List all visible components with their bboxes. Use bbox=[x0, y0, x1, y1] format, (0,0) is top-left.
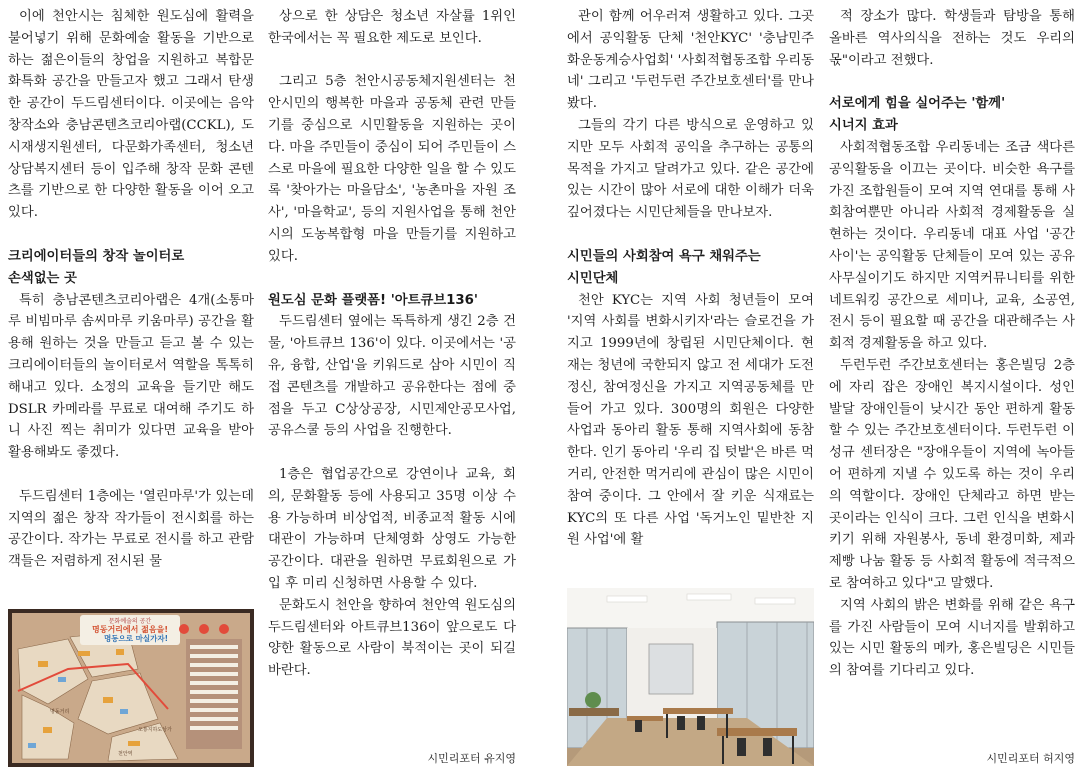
paragraph: 적 장소가 많다. 학생들과 탐방을 통해 올바른 역사의식을 전하는 것도 우리의 몫"이라고 전했다. bbox=[829, 9, 1075, 68]
map-sign-line2: 명동거리에서 젊음을! bbox=[92, 625, 168, 634]
paragraph: 상으로 한 상담은 청소년 자살률 1위인 한국에서는 꼭 필요한 제도로 보인다. bbox=[268, 9, 516, 46]
paragraph: 천안 KYC는 지역 사회 청년들이 모여 '지역 사회를 변화시키자'라는 슬로건을 가지고 1999년에 창립된 시민단체이다. 현재는 청년에 국한되지 않고 전 세대가 도전정신, 참여정신을 가지고 지역공동체를 만들어 가고 있다. 300명의 회원은 다양한 사업과 동아리 활동 통해 지역사회에 동참한다. 인기 동아리 '우리 집 텃밭'은 바른 먹거리, 안전한 먹거리에 관심이 많은 시민이 참여 중이다. 그 안에서 잘 키운 식재료는 KYC의 또 다른 사업 '독거노인 밑반찬 지원 사업'에 활 bbox=[567, 292, 814, 548]
map-sign-line3: 명동으로 마실가자! bbox=[104, 634, 168, 643]
paragraph: 특히 충남콘텐츠코리아랩은 4개(소통마루 비빔마루 솜씨마루 키움마루) 공간을 활용해 원하는 것을 만들고 듣고 볼 수 있는 크리에이터들의 놀이터로서 역할을 톡톡히 해내고 있다. 소정의 교육을 들기만 해도 DSLR 카메라를 무료로 대여해 주기도 하니 사진 찍는 취미가 있다면 교육을 받아 활용해봐도 좋겠다. bbox=[8, 292, 254, 461]
reporter-byline: 시민리포터 허지영 bbox=[986, 752, 1075, 765]
section-heading: 원도심 문화 플랫폼! '아트큐브136' bbox=[268, 292, 478, 308]
column-3 bbox=[567, 6, 814, 551]
section-heading bbox=[829, 93, 1075, 137]
column-4 bbox=[829, 6, 1075, 682]
paragraph: 사회적협동조합 우리동네는 조금 색다른 공익활동을 이끄는 곳이다. 비슷한 욕구를 가진 조합원들이 모여 지역 연대를 통해 사회참여뿐만 아니라 사회적 경제활동을 실현하는 것이다. 우리동네 대표 사업 '공간사이'는 공익활동 단체들이 모여 있는 공유사무실이기도 하지만 지역커뮤니티를 위한 네트워킹 공간으로 세미나, 교육, 소공연, 전시 등이 필요할 때 공간을 대관해주는 사회적 경제활동을 하고 있다. bbox=[829, 139, 1075, 352]
map-label: 천안역 bbox=[118, 751, 133, 757]
map-label: 명동거리 bbox=[50, 709, 70, 715]
office-room-photo bbox=[567, 588, 814, 766]
heading-line: 크리에이터들의 창작 놀이터로 bbox=[8, 248, 185, 264]
map-board-photo bbox=[8, 609, 254, 767]
paragraph: 그들의 각기 다른 방식으로 운영하고 있지만 모두 사회적 공익을 추구하는 공통의 목적을 가지고 달려가고 있다. 같은 공간에 있는 시간이 많아 서로에 대한 이해가 더욱 깊어졌다는 시민단체들을 만나보자. bbox=[567, 117, 814, 221]
paragraph: 관이 함께 어우러져 생활하고 있다. 그곳에서 공익활동 단체 '천안KYC' '충남민주화운동계승사업회' '사회적협동조합 우리동네' 그리고 '두런두런 주간보호센터'를 만나봤다. bbox=[567, 9, 814, 112]
heading-line: 시민들의 사회참여 욕구 채워주는 bbox=[567, 248, 761, 264]
reporter-byline: 시민리포터 유지영 bbox=[427, 752, 516, 765]
heading-line: 시민단체 bbox=[567, 270, 619, 286]
paragraph: 지역 사회의 밝은 변화를 위해 같은 욕구를 가진 사람들이 모여 시너지를 발휘하고 있는 시민 활동의 메카, 홍은빌딩은 시민들의 참여를 기다리고 있다. bbox=[829, 597, 1075, 679]
section-heading bbox=[8, 246, 254, 290]
heading-line: 손색없는 곳 bbox=[8, 270, 77, 286]
paragraph: 두드림센터 옆에는 독특하게 생긴 2층 건물, '아트큐브 136'이 있다. 이곳에서는 '공유, 융합, 산업'을 키워드로 삼아 시민이 직접 콘텐츠를 개발하고 공유한다는 점에 중점을 두고 C상상공장, 시민제안공모사업, 공유스쿨 등의 사업을 진행한다. bbox=[268, 314, 516, 439]
paragraph: 그리고 5층 천안시공동체지원센터는 천안시민의 행복한 마을과 공동체 관련 만들기를 중심으로 시민활동을 지원하는 곳이다. 마을 주민들이 중심이 되어 주민들이 스스로 마을에 필요한 다양한 일을 할 수 있도록 '찾아가는 마을담소', '농촌마을 자원 조사', '마을학교', 등의 지원사업을 통해 천안시의 도농복합형 마을 만들기를 지원하고 있다. bbox=[268, 74, 516, 264]
map-label: 오룡지하도상가 bbox=[138, 727, 172, 733]
paragraph: 이에 천안시는 침체한 원도심에 활력을 불어넣기 위해 문화예술 활동을 기반으로 하는 젊은이들의 창업을 지원하고 복합문화특화 공간을 만들고자 했고 그래서 탄생한 공간이 두드림센터이다. 이곳에는 음악창작소와 충남콘텐츠코리아랩(CCKL), 도시재생지원센터, 다문화가족센터, 청소년상담복지센터 등이 입주해 창작 문화 콘텐츠를 기반으로 한 다양한 활동을 이어 오고 있다. bbox=[8, 9, 254, 221]
paragraph: 두런두런 주간보호센터는 홍은빌딩 2층에 자리 잡은 장애인 복지시설이다. 성인 발달 장애인들이 낮시간 동안 편하게 활동할 수 있는 주간보호센터이다. 두런두런 이성규 센터장은 "장애우들이 지역에 녹아들어 편하게 지낼 수 있도록 하는 것이 우리의 역할이다. 장애인 단체라고 하면 받는 곳이라는 인식이 크다. 그런 인식을 변화시키기 위해 자원봉사, 동네 환경미화, 제과제빵 나눔 활동 등 사회적 활동에 적극적으로 참여하고 있다"고 말했다. bbox=[829, 357, 1075, 591]
column-1 bbox=[8, 6, 254, 573]
heading-line: 서로에게 힘을 실어주는 '함께' bbox=[829, 96, 1006, 112]
heading-line: 시너지 효과 bbox=[829, 118, 898, 134]
paragraph: 1층은 협업공간으로 강연이나 교육, 회의, 문화활동 등에 사용되고 35명 이상 수용 가능하며 비상업적, 비종교적 활동 시에 대관이 가능하며 단체영화 상영도 가능한 공간이다. 대관을 원하면 무료회원으로 가입 후 미리 신청하면 사용할 수 있다. bbox=[268, 466, 516, 591]
paragraph: 두드림센터 1층에는 '열린마루'가 있는데 지역의 젊은 창작 작가들이 전시회를 하는 공간이다. 작가는 무료로 전시를 하고 관람객들은 저렴하게 전시된 물 bbox=[8, 488, 254, 570]
section-heading bbox=[567, 246, 814, 290]
column-2 bbox=[268, 6, 516, 682]
map-sign-line1: 문화예술의 공간 bbox=[108, 618, 152, 625]
paragraph: 문화도시 천안을 향하여 천안역 원도심의 두드림센터와 아트큐브136이 앞으로도 다양한 활동으로 사람이 북적이는 곳이 되길 바란다. bbox=[268, 597, 516, 679]
